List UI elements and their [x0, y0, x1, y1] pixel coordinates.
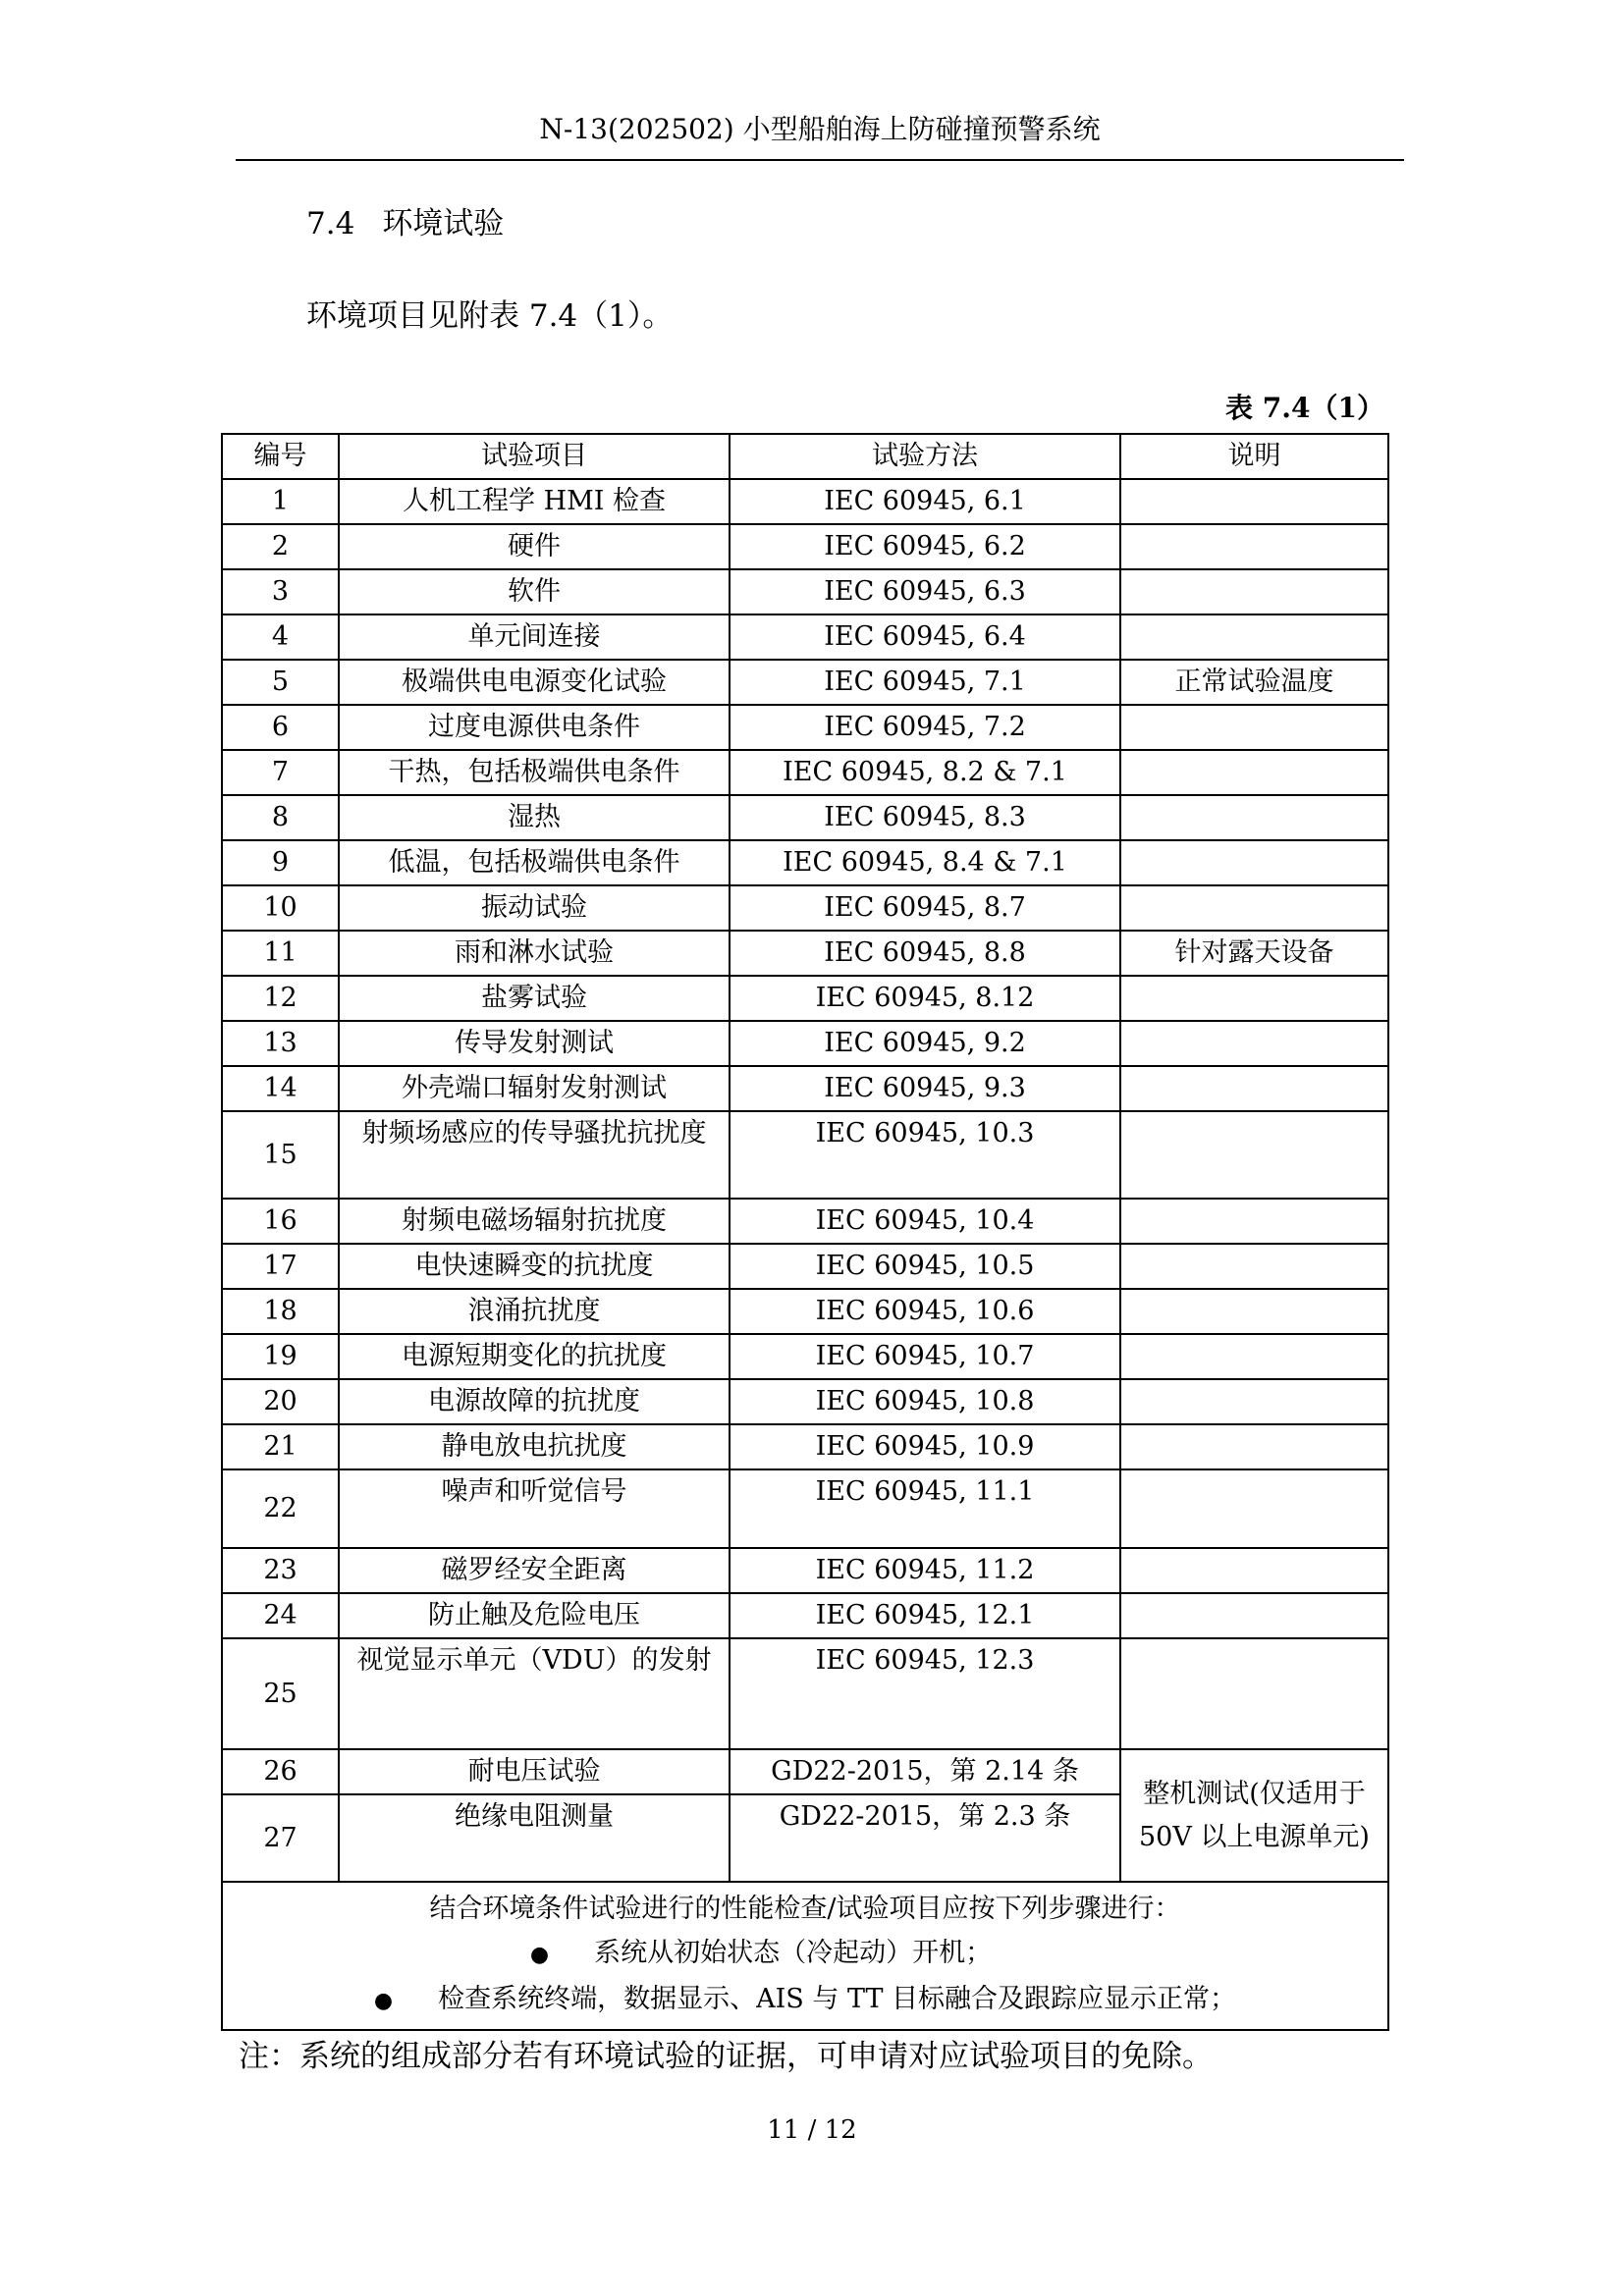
row-method: IEC 60945, 10.5 [730, 1244, 1120, 1289]
row-method: IEC 60945, 8.12 [730, 976, 1120, 1021]
row-item: 盐雾试验 [339, 976, 730, 1021]
table-row [222, 931, 1388, 976]
row-number: 9 [222, 840, 339, 885]
table-row [222, 1749, 1388, 1794]
row-note [1120, 1111, 1388, 1199]
environment-test-table [221, 433, 1389, 2031]
row-note [1120, 1548, 1388, 1593]
row-number: 8 [222, 795, 339, 840]
row-item: 绝缘电阻测量 [339, 1794, 730, 1882]
table-caption: 表 7.4（1） [1225, 392, 1384, 424]
row-item: 低温，包括极端供电条件 [339, 840, 730, 885]
table-row [222, 1638, 1388, 1749]
row-number: 17 [222, 1244, 339, 1289]
row-number: 20 [222, 1379, 339, 1424]
row-note [1120, 1289, 1388, 1334]
table-row [222, 1469, 1388, 1548]
table-row [222, 1379, 1388, 1424]
row-number: 15 [222, 1111, 339, 1199]
table-header-row [222, 434, 1388, 479]
row-method: IEC 60945, 8.7 [730, 885, 1120, 931]
row-item: 电源短期变化的抗扰度 [339, 1334, 730, 1379]
row-item: 传导发射测试 [339, 1021, 730, 1066]
row-item: 耐电压试验 [339, 1749, 730, 1794]
column-header-item: 试验项目 [339, 434, 730, 479]
row-item: 振动试验 [339, 885, 730, 931]
footer-step [223, 1931, 1387, 1977]
row-method: IEC 60945, 7.2 [730, 705, 1120, 750]
row-method: IEC 60945, 12.3 [730, 1638, 1120, 1749]
intro-paragraph: 环境项目见附表 7.4（1）。 [306, 298, 674, 334]
row-note [1120, 1066, 1388, 1111]
row-number: 5 [222, 660, 339, 705]
row-item: 视觉显示单元（VDU）的发射 [339, 1638, 730, 1749]
table-row [222, 1334, 1388, 1379]
row-method: IEC 60945, 11.2 [730, 1548, 1120, 1593]
row-method: IEC 60945, 11.1 [730, 1469, 1120, 1548]
row-item: 软件 [339, 569, 730, 614]
row-item: 极端供电电源变化试验 [339, 660, 730, 705]
row-note [1120, 1199, 1388, 1244]
row-method: IEC 60945, 10.6 [730, 1289, 1120, 1334]
section-number: 7.4 [306, 206, 355, 241]
row-item: 射频场感应的传导骚扰抗扰度 [339, 1111, 730, 1199]
row-note [1120, 840, 1388, 885]
row-note [1120, 1379, 1388, 1424]
row-number: 4 [222, 614, 339, 660]
row-number: 6 [222, 705, 339, 750]
row-note [1120, 1424, 1388, 1469]
row-method: IEC 60945, 10.7 [730, 1334, 1120, 1379]
row-item: 静电放电抗扰度 [339, 1424, 730, 1469]
row-item: 湿热 [339, 795, 730, 840]
row-number: 16 [222, 1199, 339, 1244]
page-header-title: N-13(202502) 小型船舶海上防碰撞预警系统 [539, 113, 1101, 145]
footer-step-text: 检查系统终端，数据显示、AIS 与 TT 目标融合及跟踪应显示正常； [438, 1984, 1237, 2014]
row-number: 7 [222, 750, 339, 795]
row-note [1120, 1638, 1388, 1749]
bullet-icon: ● [529, 1943, 550, 1967]
row-number: 10 [222, 885, 339, 931]
row-number: 23 [222, 1548, 339, 1593]
row-method: GD22-2015，第 2.3 条 [730, 1794, 1120, 1882]
row-method: IEC 60945, 10.4 [730, 1199, 1120, 1244]
row-number: 3 [222, 569, 339, 614]
row-item: 噪声和听觉信号 [339, 1469, 730, 1548]
table-row [222, 1548, 1388, 1593]
row-note [1120, 750, 1388, 795]
row-note [1120, 1593, 1388, 1638]
row-item: 雨和淋水试验 [339, 931, 730, 976]
table-row [222, 795, 1388, 840]
row-number: 1 [222, 479, 339, 524]
row-method: IEC 60945, 6.3 [730, 569, 1120, 614]
row-number: 21 [222, 1424, 339, 1469]
row-number: 27 [222, 1794, 339, 1882]
row-item: 单元间连接 [339, 614, 730, 660]
column-header-method: 试验方法 [730, 434, 1120, 479]
row-note [1120, 1334, 1388, 1379]
row-item: 浪涌抗扰度 [339, 1289, 730, 1334]
table-row [222, 479, 1388, 524]
row-number: 24 [222, 1593, 339, 1638]
row-method: IEC 60945, 9.2 [730, 1021, 1120, 1066]
table-row [222, 1593, 1388, 1638]
row-number: 25 [222, 1638, 339, 1749]
table-row [222, 1111, 1388, 1199]
footer-step [223, 1977, 1387, 2023]
row-note [1120, 1021, 1388, 1066]
row-item: 过度电源供电条件 [339, 705, 730, 750]
table-footer-cell [222, 1882, 1388, 2030]
row-method: IEC 60945, 8.4 & 7.1 [730, 840, 1120, 885]
table-row [222, 750, 1388, 795]
column-header-number: 编号 [222, 434, 339, 479]
row-number: 22 [222, 1469, 339, 1548]
row-method: IEC 60945, 8.8 [730, 931, 1120, 976]
table-row [222, 705, 1388, 750]
row-note: 正常试验温度 [1120, 660, 1388, 705]
row-method: IEC 60945, 7.1 [730, 660, 1120, 705]
row-number: 14 [222, 1066, 339, 1111]
row-note [1120, 1469, 1388, 1548]
row-method: IEC 60945, 6.2 [730, 524, 1120, 569]
table-row [222, 524, 1388, 569]
column-header-note: 说明 [1120, 434, 1388, 479]
bullet-icon: ● [373, 1989, 394, 2013]
row-number: 11 [222, 931, 339, 976]
row-number: 26 [222, 1749, 339, 1794]
header-rule [236, 159, 1404, 161]
footer-step-text: 系统从初始状态（冷起动）开机； [594, 1938, 993, 1968]
row-method: IEC 60945, 10.8 [730, 1379, 1120, 1424]
row-note [1120, 885, 1388, 931]
table-row [222, 1289, 1388, 1334]
row-method: IEC 60945, 8.2 & 7.1 [730, 750, 1120, 795]
row-item: 硬件 [339, 524, 730, 569]
row-method: IEC 60945, 6.1 [730, 479, 1120, 524]
row-method: IEC 60945, 8.3 [730, 795, 1120, 840]
row-item: 外壳端口辐射发射测试 [339, 1066, 730, 1111]
page-number: 11 / 12 [767, 2115, 857, 2145]
row-number: 13 [222, 1021, 339, 1066]
table-row [222, 885, 1388, 931]
row-note [1120, 1244, 1388, 1289]
row-item: 电快速瞬变的抗扰度 [339, 1244, 730, 1289]
row-method: IEC 60945, 6.4 [730, 614, 1120, 660]
row-item: 射频电磁场辐射抗扰度 [339, 1199, 730, 1244]
table-row [222, 1066, 1388, 1111]
row-number: 18 [222, 1289, 339, 1334]
row-number: 2 [222, 524, 339, 569]
row-note: 针对露天设备 [1120, 931, 1388, 976]
row-note [1120, 705, 1388, 750]
row-method: IEC 60945, 9.3 [730, 1066, 1120, 1111]
row-method: GD22-2015，第 2.14 条 [730, 1749, 1120, 1794]
row-note [1120, 795, 1388, 840]
table-row [222, 1199, 1388, 1244]
row-item: 干热，包括极端供电条件 [339, 750, 730, 795]
note-paragraph: 注：系统的组成部分若有环境试验的证据，可申请对应试验项目的免除。 [239, 2039, 1213, 2074]
row-item: 电源故障的抗扰度 [339, 1379, 730, 1424]
table-row [222, 569, 1388, 614]
row-note [1120, 479, 1388, 524]
row-method: IEC 60945, 12.1 [730, 1593, 1120, 1638]
table-row [222, 660, 1388, 705]
row-number: 12 [222, 976, 339, 1021]
table-row [222, 1021, 1388, 1066]
row-item: 磁罗经安全距离 [339, 1548, 730, 1593]
row-note [1120, 569, 1388, 614]
section-heading [306, 202, 504, 245]
table-row [222, 614, 1388, 660]
row-method: IEC 60945, 10.9 [730, 1424, 1120, 1469]
table-footer-row [222, 1882, 1388, 2030]
row-note [1120, 524, 1388, 569]
table-row [222, 840, 1388, 885]
row-item: 人机工程学 HMI 检查 [339, 479, 730, 524]
row-number: 19 [222, 1334, 339, 1379]
section-title: 环境试验 [382, 206, 505, 241]
row-method: IEC 60945, 10.3 [730, 1111, 1120, 1199]
row-note-merged: 整机测试(仅适用于 50V 以上电源单元) [1120, 1749, 1388, 1882]
row-item: 防止触及危险电压 [339, 1593, 730, 1638]
table-row [222, 1424, 1388, 1469]
table-row [222, 976, 1388, 1021]
table-row [222, 1244, 1388, 1289]
row-note [1120, 614, 1388, 660]
footer-intro: 结合环境条件试验进行的性能检查/试验项目应按下列步骤进行： [429, 1894, 1181, 1924]
row-note [1120, 976, 1388, 1021]
